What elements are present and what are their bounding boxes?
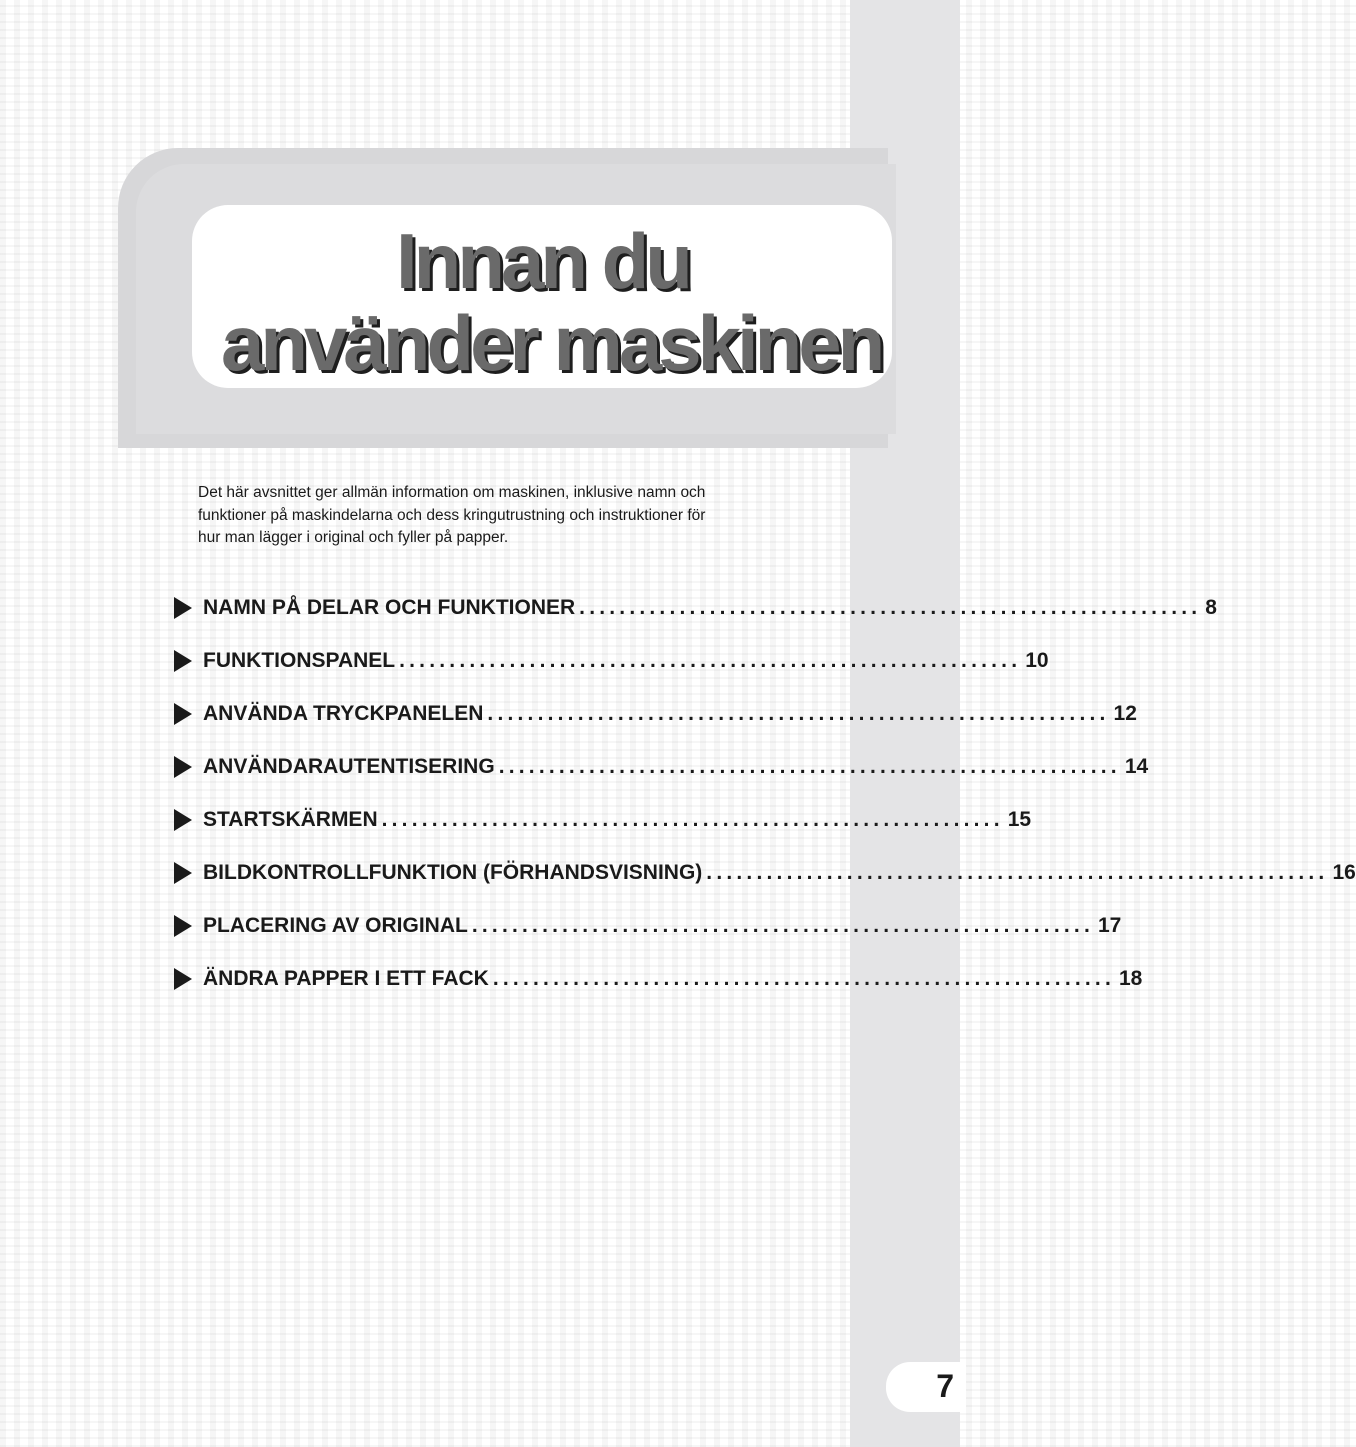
toc-item-page: 15 <box>1007 808 1032 831</box>
page-number: 7 <box>936 1368 954 1404</box>
dot-leader: .............................................................. <box>471 914 1094 937</box>
triangle-right-icon <box>174 650 192 672</box>
triangle-right-icon <box>174 756 192 778</box>
dot-leader: .............................................................. <box>498 755 1121 778</box>
triangle-right-icon <box>174 809 192 831</box>
toc-item-placering-av-original[interactable] <box>174 908 1122 944</box>
dot-leader: .............................................................. <box>399 649 1022 672</box>
triangle-right-icon <box>174 862 192 884</box>
toc-item-title: PLACERING AV ORIGINAL <box>203 914 468 937</box>
dot-leader: .............................................................. <box>706 861 1329 884</box>
toc-item-page: 12 <box>1113 702 1137 725</box>
triangle-right-icon <box>174 597 192 619</box>
dot-leader: .............................................................. <box>381 808 1004 831</box>
toc-item-title: STARTSKÄRMEN <box>203 808 378 831</box>
intro-line: hur man lägger i original och fyller på papper. <box>198 529 509 546</box>
toc-item-page: 8 <box>1205 596 1217 619</box>
title-card <box>192 205 892 388</box>
dot-leader: .............................................................. <box>487 702 1110 725</box>
toc-item-title: ANVÄNDA TRYCKPANELEN <box>203 702 484 725</box>
toc-item-bildkontrollfunktion[interactable] <box>174 855 1356 891</box>
toc-item-anvanda-tryckpanelen[interactable] <box>174 696 1137 732</box>
dot-leader: .............................................................. <box>492 967 1115 990</box>
toc-item-page: 17 <box>1097 914 1122 937</box>
toc-item-title: NAMN PÅ DELAR OCH FUNKTIONER <box>203 596 576 619</box>
toc-item-page: 18 <box>1119 967 1143 990</box>
toc-item-page: 16 <box>1332 861 1356 884</box>
dot-leader: .............................................................. <box>579 596 1202 619</box>
toc-item-title: ÄNDRA PAPPER I ETT FACK <box>203 967 489 990</box>
toc-item-page: 14 <box>1124 755 1149 778</box>
intro-line: funktioner på maskindelarna och dess kringutrustning och instruktioner för <box>198 506 706 524</box>
chapter-title-line-2: använder maskinen <box>221 299 882 387</box>
toc-item-title: FUNKTIONSPANEL <box>203 649 396 672</box>
toc-item-andra-papper[interactable] <box>174 961 1143 997</box>
toc-item-page: 10 <box>1025 649 1049 672</box>
toc-item-funktionspanel[interactable] <box>174 643 1049 679</box>
triangle-right-icon <box>174 968 192 990</box>
chapter-title-line-1: Innan du <box>396 217 689 305</box>
intro-line: Det här avsnittet ger allmän information om maskinen, inklusive namn och <box>198 484 706 501</box>
triangle-right-icon <box>174 703 192 725</box>
toc-item-namn-pa-delar[interactable] <box>174 590 1217 626</box>
page-number-tab <box>886 1362 966 1412</box>
toc-item-title: BILDKONTROLLFUNKTION (FÖRHANDSVISNING) <box>203 861 703 884</box>
triangle-right-icon <box>174 915 192 937</box>
toc-item-title: ANVÄNDARAUTENTISERING <box>203 755 495 778</box>
intro-paragraph <box>198 482 798 550</box>
toc-item-startskarmen[interactable] <box>174 802 1032 838</box>
toc-item-anvandarautentisering[interactable] <box>174 749 1149 785</box>
